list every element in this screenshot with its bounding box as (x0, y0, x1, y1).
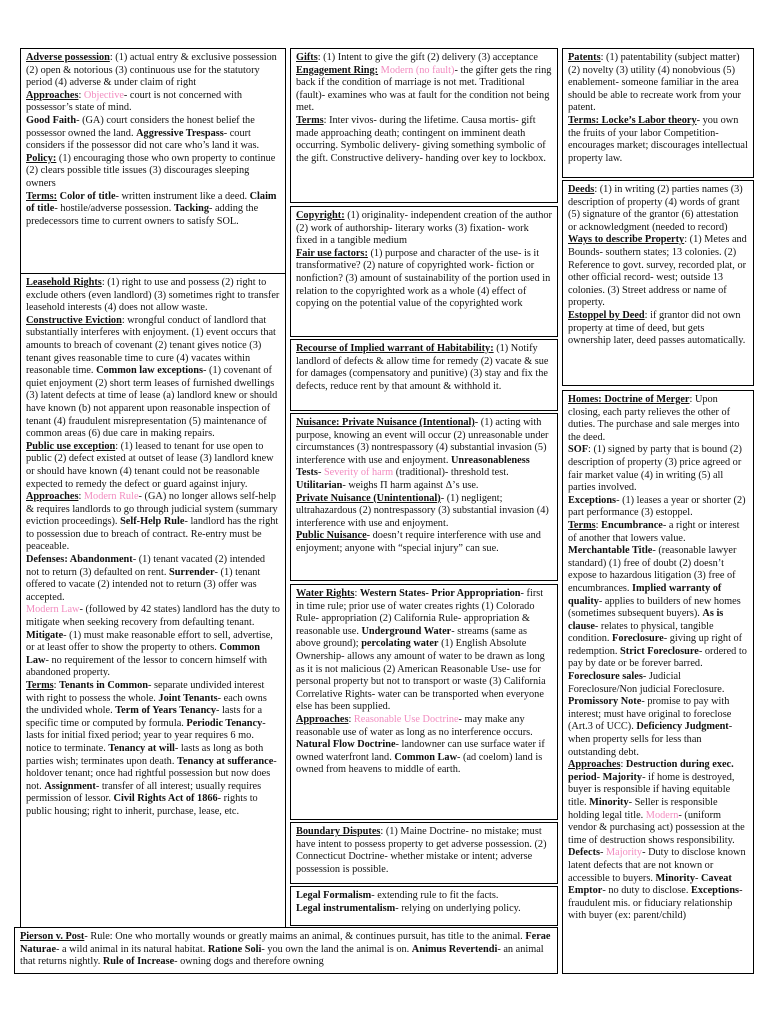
term-label: Common Law (394, 751, 458, 763)
term-label: Self-Help Rule (120, 516, 185, 528)
body-text: : (1) Metes and Bounds- southern states; 13 colonies. (2) Reference to govt. survey, recorded plat, or other official record- west; outside 13 colonies. (3) Street address or name of property. (568, 234, 747, 309)
body-text: - lasts as long as both parties wish; terminates upon death. (26, 742, 264, 767)
body-text: - hostile/adverse possession. (54, 203, 174, 215)
term-label: Common law exceptions (96, 365, 204, 377)
body-text: - (596, 771, 603, 783)
term-heading: Public Nuisance (296, 530, 367, 542)
outline-sheet (14, 44, 754, 974)
body-text: : (1) leased to tenant for use open to public (2) defect existed at outset of lease (3) landlord knew or should have known (4) tenant could not be reasonable expected to remedy the defect or guard against injury. (26, 440, 274, 490)
pierson-v-post-section (14, 927, 558, 974)
term-label: Color of title (59, 190, 116, 202)
body-text: - an animal that returns nightly. (20, 943, 544, 968)
body-text: (1) Notify landlord of defects & allow time for remedy (2) vacate & sue for damages (compensatory and punitive) (3) stay and fix the defects, reduce rent by that amount & withhold it. (296, 343, 549, 392)
body-text: - a wild animal in its natural habitat. (56, 943, 208, 955)
approach-label: Modern Law (26, 604, 80, 616)
body-text: - extending rule to fit the facts. (371, 890, 499, 901)
term-label: As is clause (568, 608, 724, 632)
habitability-section (290, 339, 558, 411)
body-text: - rights to public housing; right to inherit, purchase, lease, etc. (26, 793, 258, 817)
body-text: : (1) right to use and possess (2) right to exclude others (even landlord) (3) sometimes right to transfer leasehold interests (4) does not allow waste. (26, 277, 280, 314)
deeds-paragraph (568, 310, 748, 348)
body-text: - you own the land the animal is on. (261, 943, 412, 955)
body-text: : (1) actual entry & exclusive possession (2) open & notorious (3) continuous use for the statutory period (4) adverse & under claim of right (26, 52, 277, 89)
approach-label: Reasonable Use Doctrine (353, 713, 459, 725)
body-text: : (595, 519, 602, 531)
term-label: Caveat Emptor (568, 872, 732, 897)
pierson-paragraph (20, 931, 552, 969)
body-text: - Duty to disclose known latent defects that are not known or accessible to buyers. (568, 847, 746, 884)
nuisance-paragraph (296, 417, 552, 493)
term-heading: Nuisance: Private Nuisance (Intentional) (296, 417, 475, 428)
adverse-possession-paragraph (26, 153, 280, 191)
nuisance-paragraph (296, 530, 552, 555)
approach-label: Severity of harm (323, 467, 394, 479)
term-label: Defects (568, 847, 601, 859)
body-text: (1) English Absolute Ownership- allows any amount of water to be drawn as long as it is not malicious (2) American Reasonable Use- use for personal property but not to transport or waste (3) California Correlative Rights- water can be transported when everyone else has been supplied. (296, 638, 546, 713)
water-rights-section (290, 584, 558, 820)
approach-label: Modern (645, 809, 679, 821)
deeds-section (562, 180, 754, 386)
body-text: - (reasonable lawyer standard) (1) free of doubt (2) doesn’t expose to hazardous litigation (3) free of encumbrances. (568, 545, 737, 594)
term-heading: Terms (26, 680, 54, 691)
copyright-paragraph (296, 248, 552, 311)
term-label: Periodic Tenancy (186, 717, 263, 729)
body-text: : (1) signed by party that is bound (2) description of property (3) price agreed or fair market value (4) in writing (5) all parties involved. (568, 444, 742, 494)
body-text: - (694, 872, 701, 884)
body-text: - (1) tenant vacated (2) intended not to return (3) defaulted on rent. (26, 554, 266, 578)
term-label: Rule of Increase (102, 956, 175, 968)
body-text: - each owns the undivided whole. (26, 692, 267, 717)
term-label: Term of Years Tenancy (115, 705, 217, 717)
term-heading: Terms: Locke’s Labor theory (568, 114, 697, 126)
term-heading: Public use exception (26, 440, 116, 452)
body-text: : if grantor did not own property at time of deed, but gets ownership later, deed passes automatically. (568, 309, 746, 347)
body-text: - (1) tenant offered to vacate (2) intended not to return (3) offer was accepted. (26, 566, 261, 603)
term-heading: Private Nuisance (Unintentional) (296, 492, 441, 504)
boundary-disputes-section (290, 822, 558, 884)
adverse-possession-paragraph (26, 52, 280, 90)
body-text: - lasts for initial fixed period; year to year requires 6 mo. notice to terminate. (26, 717, 266, 754)
term-label: Ferae Naturae (20, 931, 551, 955)
body-text: - may make any reasonable use of water as long as no interference occurs. (296, 713, 533, 738)
body-text: - court is not concerned with possessor’s state of mind. (26, 89, 243, 114)
homes-paragraph (568, 444, 748, 494)
body-text: - lasts for a specific time or computed by formula. (26, 705, 263, 729)
body-text: - relates to physical, tangible condition. (568, 620, 714, 645)
term-label: Minority (589, 797, 629, 808)
gifts-paragraph (296, 52, 552, 65)
term-heading: Water Rights (296, 588, 355, 599)
term-label: Aggressive Trespass (136, 127, 224, 139)
leasehold-rights-paragraph (26, 491, 280, 554)
body-text: - doesn’t require interference with use and enjoyment; anyone with “special injury” can sue. (296, 530, 541, 554)
body-text: (1) originality- independent creation of the author (2) work of authorship- literary works (3) fixation- work fixed in a tangible medium (296, 210, 552, 247)
term-heading: Deeds (568, 184, 595, 195)
term-label: Legal Formalism (296, 890, 372, 901)
term-label: Legal instrumentalism (296, 902, 396, 914)
term-label: Majority (602, 771, 643, 783)
body-text: - no duty to disclose. (602, 885, 691, 897)
body-text: - (ad coelom) land is owned from heavens to middle of earth. (296, 751, 543, 776)
homes-paragraph (568, 520, 748, 759)
body-text: - (1) acting with purpose, knowing an event will occur (2) unreasonable under circumstances (3) nontrespassory (4) substantial invasion (5) interference with use and enjoyment. (296, 417, 549, 466)
water-rights-paragraph (296, 714, 552, 777)
term-heading: Boundary Disputes (296, 826, 381, 837)
body-text: : (53, 680, 60, 691)
body-text: - fraudulent mis. or fiduciary relationship with buyer (ex: parent/child) (568, 885, 743, 922)
body-text: : Upon closing, each party relieves the other of duties. The purchase and sale merges into the deed. (568, 394, 740, 443)
body-text: - (GA) court considers the honest belief the possessor owned the land. (26, 114, 255, 139)
patents-paragraph (568, 115, 748, 165)
body-text: - (followed by 42 states) landlord has the duty to mitigate when seeking recovery from defaulting tenant. (26, 604, 280, 629)
body-text: - transfer of all interest; usually requires permission of lessor. (26, 780, 262, 805)
term-heading: Gifts (296, 52, 318, 63)
term-heading: Approaches (26, 89, 79, 101)
body-text: - landowner can use surface water if owned waterfront land. (296, 739, 545, 763)
homes-paragraph (568, 394, 748, 444)
term-label: Mitigate (26, 629, 64, 641)
term-label: Deficiency Judgment (636, 721, 729, 733)
body-text: - (317, 467, 324, 479)
term-label: Western States- Prior Appropriation (359, 588, 521, 599)
term-label: Encumbrance (601, 519, 663, 531)
body-text: - written instrument like a deed. (115, 190, 250, 202)
homes-paragraph (568, 847, 748, 923)
term-label: Ratione Soli (207, 943, 262, 955)
body-text: - weighs Π harm against Δ’s use. (342, 479, 479, 491)
term-label: Underground Water (361, 625, 452, 637)
approach-label: Objective (83, 89, 124, 101)
adverse-possession-paragraph (26, 90, 280, 115)
body-text: - (GA) no longer allows self-help & requires landlords to go through judicial system (summary eviction proceedings). (26, 491, 278, 528)
legal-formalism-paragraph (296, 903, 552, 916)
term-heading: Homes: Doctrine of Merger (568, 394, 690, 405)
term-label: Exceptions (568, 494, 617, 506)
leasehold-rights-paragraph (26, 441, 280, 491)
term-label: Strict Foreclosure (620, 645, 699, 657)
leasehold-rights-paragraph (26, 554, 280, 604)
body-text: - Rule: One who mortally wounds or greatly maims an animal, & continues pursuit, has title to the animal. (84, 931, 526, 942)
term-label: Tenancy at will (108, 742, 175, 754)
term-label: Natural Flow Doctrine (296, 739, 396, 751)
gifts-paragraph (296, 115, 552, 165)
copyright-section (290, 206, 558, 337)
body-text: - applies to builders of new homes (sometimes subsequent buyers). (568, 595, 741, 620)
deeds-paragraph (568, 184, 748, 234)
body-text: - (600, 847, 607, 859)
term-heading: Ways to describe Property (568, 234, 685, 246)
term-label: Common Law (26, 642, 261, 666)
body-text: - when property sells for less than outstanding debt. (568, 721, 733, 758)
adverse-possession-paragraph (26, 115, 280, 153)
gifts-paragraph (296, 65, 552, 115)
term-heading: Estoppel by Deed (568, 309, 645, 321)
body-text: : (1) patentability (subject matter) (2) novelty (3) utility (4) nonobvious (5) enablement- someone familiar in the area should be able to recreate work from your patent. (568, 52, 741, 114)
adverse-possession-paragraph (26, 191, 280, 229)
term-label: percolating water (361, 638, 439, 650)
term-label: Merchantable Title (568, 545, 653, 557)
body-text: : (1) in writing (2) parties names (3) description of property (4) words of grant (5) signature of the grantor (6) attestation or acknowledgment (needed to record) (568, 184, 743, 233)
body-text: - Judicial Foreclosure/Non judicial Foreclosure. (568, 671, 725, 695)
body-text: - Seller is responsible holding legal title. (568, 797, 718, 821)
term-label: Joint Tenants (158, 692, 218, 704)
term-label: Minority (655, 872, 695, 884)
term-heading: Patents (568, 52, 601, 63)
term-heading: Terms (296, 114, 324, 126)
gifts-section (290, 48, 558, 203)
body-text: - first in time rule; prior use of water creates rights (1) Colorado Rule- appropriation (2) California Rule- appropriation & reasonable use. (296, 588, 544, 637)
term-label: Surrender (168, 566, 215, 578)
term-label: Defenses: Abandonment (26, 554, 133, 566)
body-text: - relying on underlying policy. (395, 902, 521, 914)
term-heading: Approaches (26, 491, 79, 503)
term-label: Unreasonableness Tests (296, 454, 530, 479)
term-label: Animus Revertendi (411, 943, 498, 955)
body-text: : (78, 491, 84, 503)
body-text: - court considers if the possessor did not care who’s land it was. (26, 127, 260, 152)
homes-paragraph (568, 759, 748, 847)
body-text: - (1) leases a year or shorter (2) part performance (3) estoppel. (568, 494, 746, 519)
term-heading: Copyright: (296, 210, 345, 221)
body-text: - ordered to pay by date or be forever barred. (568, 645, 747, 670)
term-heading: Adverse possession (26, 52, 110, 63)
body-text: : (78, 89, 84, 101)
term-heading: Recourse of Implied warrant of Habitability: (296, 343, 494, 354)
adverse-possession-section (20, 48, 286, 274)
leasehold-rights-paragraph (26, 604, 280, 680)
nuisance-paragraph (296, 493, 552, 531)
body-text: (traditional)- threshold test. (393, 467, 509, 479)
homes-section (562, 390, 754, 974)
nuisance-section (290, 413, 558, 581)
approach-label: Majority (606, 847, 643, 859)
term-heading: Fair use factors: (296, 247, 368, 259)
body-text: : wrongful conduct of landlord that substantially interferes with enjoyment. (1) event occurs that amounts to breach of covenant (2) tenant gives notice (3) tenant gives reasonable time to cure (4) vacates within reasonable time. (26, 314, 276, 377)
term-heading: Terms (568, 519, 596, 531)
leasehold-rights-paragraph (26, 315, 280, 441)
body-text: - adding the predecessors time to current owners to satisfy SOL. (26, 203, 259, 227)
term-heading: Approaches (568, 759, 621, 771)
term-label: Tenancy at sufferance (176, 755, 274, 767)
deeds-paragraph (568, 234, 748, 310)
patents-section (562, 48, 754, 178)
body-text: - promise to pay with interest; must have original to foreclose (Art.3 of UCC). (568, 696, 732, 733)
body-text: : (1) Intent to give the gift (2) delivery (3) acceptance (317, 52, 538, 63)
term-label: Tacking (173, 203, 209, 215)
homes-paragraph (568, 495, 748, 520)
body-text: - (1) covenant of quiet enjoyment (2) short term leases of furnished dwellings (3) latent defects at time of lease (a) landlord knew or should have known (b) not apparent upon reasonable inspection of tenant (4) fraudulent misrepresentation (5) maintenance of common areas (6) due care in making repairs. (26, 365, 278, 440)
approach-label: Modern Rule (83, 491, 139, 503)
body-text: : (620, 759, 626, 771)
boundary-disputes-paragraph (296, 826, 552, 876)
term-label: Tenants in Common (59, 680, 148, 691)
body-text: - owning dogs and therefore owning (174, 956, 324, 968)
body-text: : Inter vivos- during the lifetime. Causa mortis- gift made approaching death; contingent on imminent death occurring. Symbolic delivery- giving something symbolic of the gift. Constructive delivery- handing over key to lockbox. (296, 114, 546, 164)
term-heading: Approaches (296, 713, 349, 725)
body-text: - separate undivided interest with right to possess the whole. (26, 680, 265, 704)
leasehold-rights-paragraph (26, 277, 280, 315)
patents-paragraph (568, 52, 748, 115)
term-heading: Terms: (26, 190, 58, 202)
body-text: - (uniform vendor & purchasing act) possession at the time of destruction shows responsibility. (568, 809, 745, 846)
term-label: Foreclosure sales (568, 671, 643, 683)
leasehold-rights-section (20, 273, 286, 967)
body-text: - landlord has the right to possession due to breach of contract. Re-entry must be peaceable. (26, 516, 279, 553)
body-text: : (1) Maine Doctrine- no mistake; must have intent to possess property to get adverse possession. (2) Connecticut Doctrine- whether mistake or intent; adverse possession is possible. (296, 826, 547, 875)
body-text: - the gifter gets the ring back if the condition of marriage is not met. Traditional (fault)- examines who was at fault for the condition not being met. (296, 64, 552, 114)
term-label: Good Faith (26, 114, 77, 126)
body-text: - (1) must make reasonable effort to sell, advertise, or at least offer to show the property to others. (26, 629, 273, 654)
body-text: - streams (same as above ground); (296, 625, 527, 650)
body-text: : (354, 588, 360, 599)
body-text: - a right or interest of another that lowers value. (568, 519, 740, 544)
term-label: Utilitarian (296, 479, 343, 491)
copyright-paragraph (296, 210, 552, 248)
term-heading: Pierson v. Post (20, 931, 85, 942)
term-label: Civil Rights Act of 1866 (113, 793, 218, 805)
term-label: Promissory Note (568, 696, 642, 708)
body-text: - holdover tenant; once had rightful possession but now does not. (26, 755, 277, 792)
legal-formalism-section (290, 886, 558, 926)
term-heading: Engagement Ring: (296, 64, 379, 76)
body-text: - you own the fruits of your labor Competition- encourages market; discourages intellectual property law. (568, 114, 748, 164)
body-text: : (348, 713, 354, 725)
body-text: (1) purpose and character of the use- is it transformative? (2) nature of copyrighted work- fiction or nonfiction? (3) amount of sustainability of the portion used in relation to the copyrighted work as a whole (4) effect of copying on the potential value of the copyrighted work (296, 247, 551, 310)
term-label: Foreclosure (612, 633, 664, 645)
leasehold-rights-paragraph (26, 680, 280, 819)
term-label: Destruction during exec. period (568, 759, 734, 783)
term-heading: Policy: (26, 152, 57, 164)
body-text: (1) encouraging those who own property to continue (2) clears possible title issues (3) discourages sleeping owners (26, 152, 276, 189)
body-text: - if home is destroyed, buyer is responsible if having equitable title. (568, 771, 735, 808)
body-text: - giving up right of redemption. (568, 633, 743, 657)
term-label: Implied warranty of quality (568, 582, 722, 607)
body-text: - no requirement of the lessor to concern himself with abandoned property. (26, 654, 268, 679)
term-heading: Constructive Eviction (26, 314, 122, 326)
term-label: Claim of title (26, 190, 277, 215)
term-label: Exceptions (691, 885, 740, 897)
body-text: - (1) negligent; ultrahazardous (2) nontrespassory (3) substantial invasion (4) interference with use and enjoyment. (296, 492, 549, 529)
water-rights-paragraph (296, 588, 552, 714)
habitability-paragraph (296, 343, 552, 393)
term-heading: Leasehold Rights (26, 277, 102, 288)
approach-label: Modern (no fault) (380, 64, 455, 76)
term-label: SOF (568, 444, 589, 456)
term-label: Assignment (44, 780, 96, 792)
legal-formalism-paragraph (296, 890, 552, 903)
